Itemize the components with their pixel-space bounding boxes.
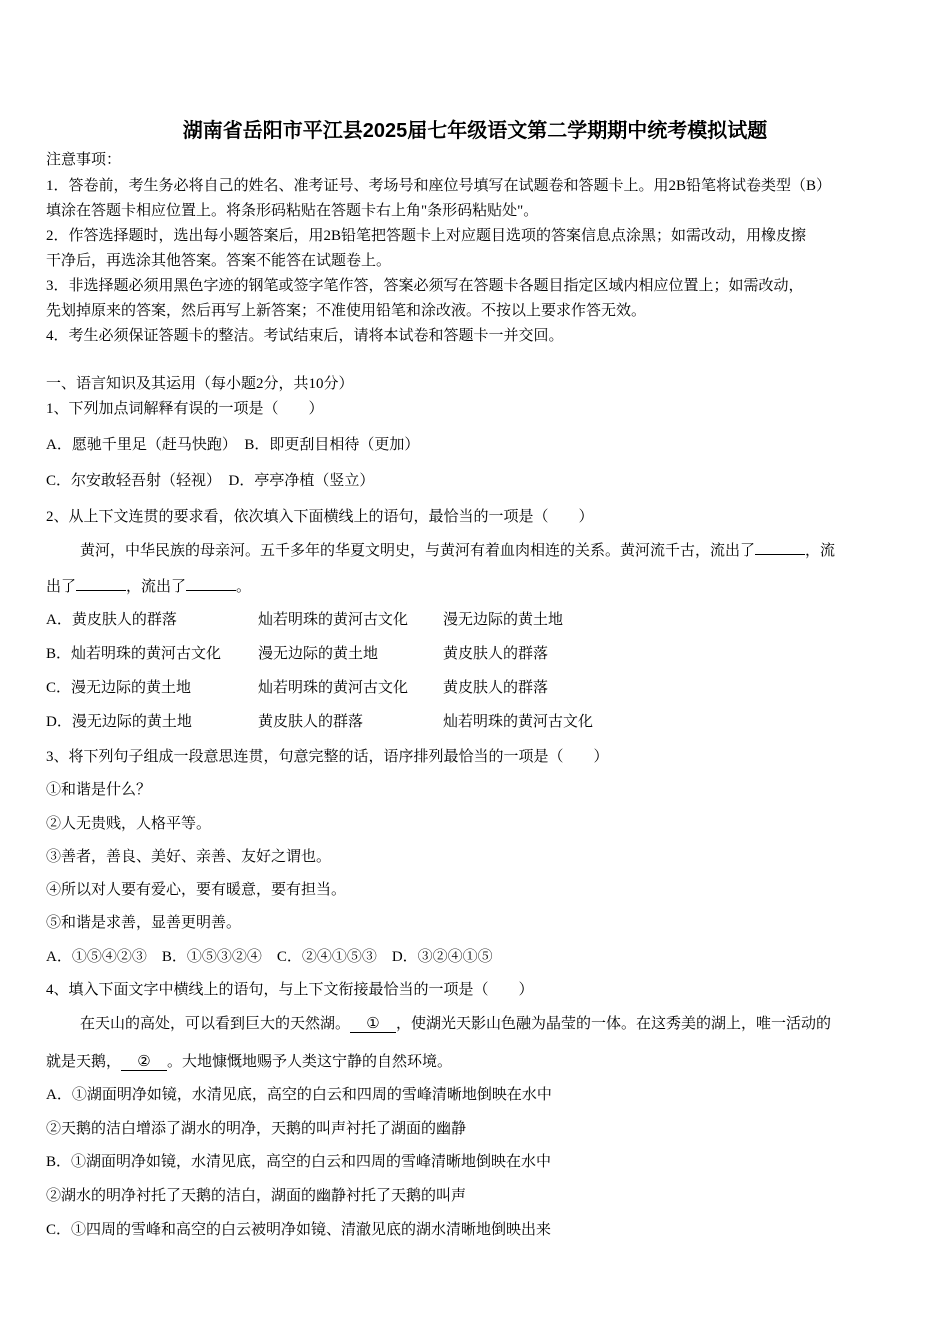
q2-passage-text: 出了: [46, 579, 77, 595]
option-part: 黄皮肤人的群落: [443, 646, 549, 662]
q1-options-cd: C．尔安敢轻吾射（轻视） D．亭亭净植（竖立）: [46, 473, 375, 489]
q2-passage-line1: [80, 540, 835, 561]
notice-heading: 注意事项：: [46, 152, 122, 168]
option-part: C．漫无边际的黄土地: [46, 680, 192, 696]
q4-option-line: A．①湖面明净如镜，水清见底，高空的白云和四周的雪峰清晰地倒映在水中: [46, 1087, 552, 1103]
q2-passage-line2: [46, 576, 251, 597]
fill-blank: [186, 576, 236, 591]
option-part: A．黄皮肤人的群落: [46, 612, 177, 628]
fill-blank-1: ①: [350, 1016, 396, 1033]
q3-item: ③善者，善良、美好、亲善、友好之谓也。: [46, 849, 332, 865]
notice-line: 2．作答选择题时，选出每小题答案后，用2B铅笔把答题卡上对应题目选项的答案信息点涂黑；如需改动，用橡皮擦: [46, 228, 807, 244]
q4-option-line: C．①四周的雪峰和高空的白云被明净如镜、清澈见底的湖水清晰地倒映出来: [46, 1222, 552, 1238]
q4-passage-text: 。大地慷慨地赐予人类这宁静的自然环境。: [167, 1054, 453, 1070]
q3-stem: 3、将下列句子组成一段意思连贯，句意完整的话，语序排列最恰当的一项是（ ）: [46, 749, 609, 765]
option-part: 灿若明珠的黄河古文化: [258, 680, 409, 696]
q4-stem: 4、填入下面文字中横线上的语句，与上下文衔接最恰当的一项是（ ）: [46, 982, 534, 998]
option-part: D．漫无边际的黄土地: [46, 714, 192, 730]
q2-passage-text: ，流出了: [126, 579, 187, 595]
option-part: 黄皮肤人的群落: [258, 714, 364, 730]
q2-passage-text: 。: [236, 579, 252, 595]
q3-item: ②人无贵贱，人格平等。: [46, 816, 212, 832]
q4-option-line: ②天鹅的洁白增添了湖水的明净，天鹅的叫声衬托了湖面的幽静: [46, 1121, 467, 1137]
fill-blank: [755, 540, 805, 555]
q3-options: A．①⑤④②③ B．①⑤③②④ C．②④①⑤③ D．③②④①⑤: [46, 949, 493, 965]
notice-line: 填涂在答题卡相应位置上。将条形码粘贴在答题卡右上角"条形码粘贴处"。: [46, 203, 539, 219]
q4-passage-text: 就是天鹅，: [46, 1054, 122, 1070]
q2-stem: 2、从上下文连贯的要求看，依次填入下面横线上的语句，最恰当的一项是（ ）: [46, 509, 594, 525]
notice-line: 1．答卷前，考生务必将自己的姓名、准考证号、考场号和座位号填写在试题卷和答题卡上。用2B铅笔将试卷类型（B）: [46, 178, 832, 194]
fill-blank-2: ②: [121, 1054, 167, 1071]
q3-item: ①和谐是什么？: [46, 782, 152, 798]
q2-passage-text: ，流: [805, 543, 836, 559]
option-part: B．灿若明珠的黄河古文化: [46, 646, 222, 662]
option-part: 漫无边际的黄土地: [258, 646, 379, 662]
q1-stem: 1、下列加点词解释有误的一项是（ ）: [46, 401, 324, 417]
notice-line: 4．考生必须保证答题卡的整洁。考试结束后，请将本试卷和答题卡一并交回。: [46, 328, 564, 344]
section-heading: 一、语言知识及其运用（每小题2分，共10分）: [46, 376, 354, 392]
option-part: 灿若明珠的黄河古文化: [258, 612, 409, 628]
q4-option-line: ②湖水的明净衬托了天鹅的洁白，湖面的幽静衬托了天鹅的叫声: [46, 1188, 467, 1204]
notice-line: 干净后，再选涂其他答案。答案不能答在试题卷上。: [46, 253, 392, 269]
q3-item: ⑤和谐是求善，显善更明善。: [46, 915, 242, 931]
q4-passage-line2: [46, 1052, 452, 1072]
q4-option-line: B．①湖面明净如镜，水清见底，高空的白云和四周的雪峰清晰地倒映在水中: [46, 1154, 552, 1170]
q2-passage-text: 黄河，中华民族的母亲河。五千多年的华夏文明史，与黄河有着血肉相连的关系。黄河流千古，流出了: [80, 543, 756, 559]
q3-item: ④所以对人要有爱心，要有暖意，要有担当。: [46, 882, 347, 898]
option-part: 灿若明珠的黄河古文化: [443, 714, 594, 730]
fill-blank: [76, 576, 126, 591]
q1-options-ab: A．愿驰千里足（赶马快跑） B．即更刮目相待（更加）: [46, 437, 420, 453]
notice-line: 先划掉原来的答案，然后再写上新答案；不准使用铅笔和涂改液。不按以上要求作答无效。: [46, 303, 647, 319]
q4-passage-line1: [80, 1014, 831, 1034]
page-title: 湖南省岳阳市平江县2025届七年级语文第二学期期中统考模拟试题: [182, 120, 768, 142]
q4-passage-text: ，使湖光天影山色融为晶莹的一体。在这秀美的湖上，唯一活动的: [396, 1016, 832, 1032]
option-part: 黄皮肤人的群落: [443, 680, 549, 696]
option-part: 漫无边际的黄土地: [443, 612, 564, 628]
notice-line: 3．非选择题必须用黑色字迹的钢笔或签字笔作答，答案必须写在答题卡各题目指定区域内相应位置上；如需改动，: [46, 278, 804, 294]
q4-passage-text: 在天山的高处，可以看到巨大的天然湖。: [80, 1016, 351, 1032]
